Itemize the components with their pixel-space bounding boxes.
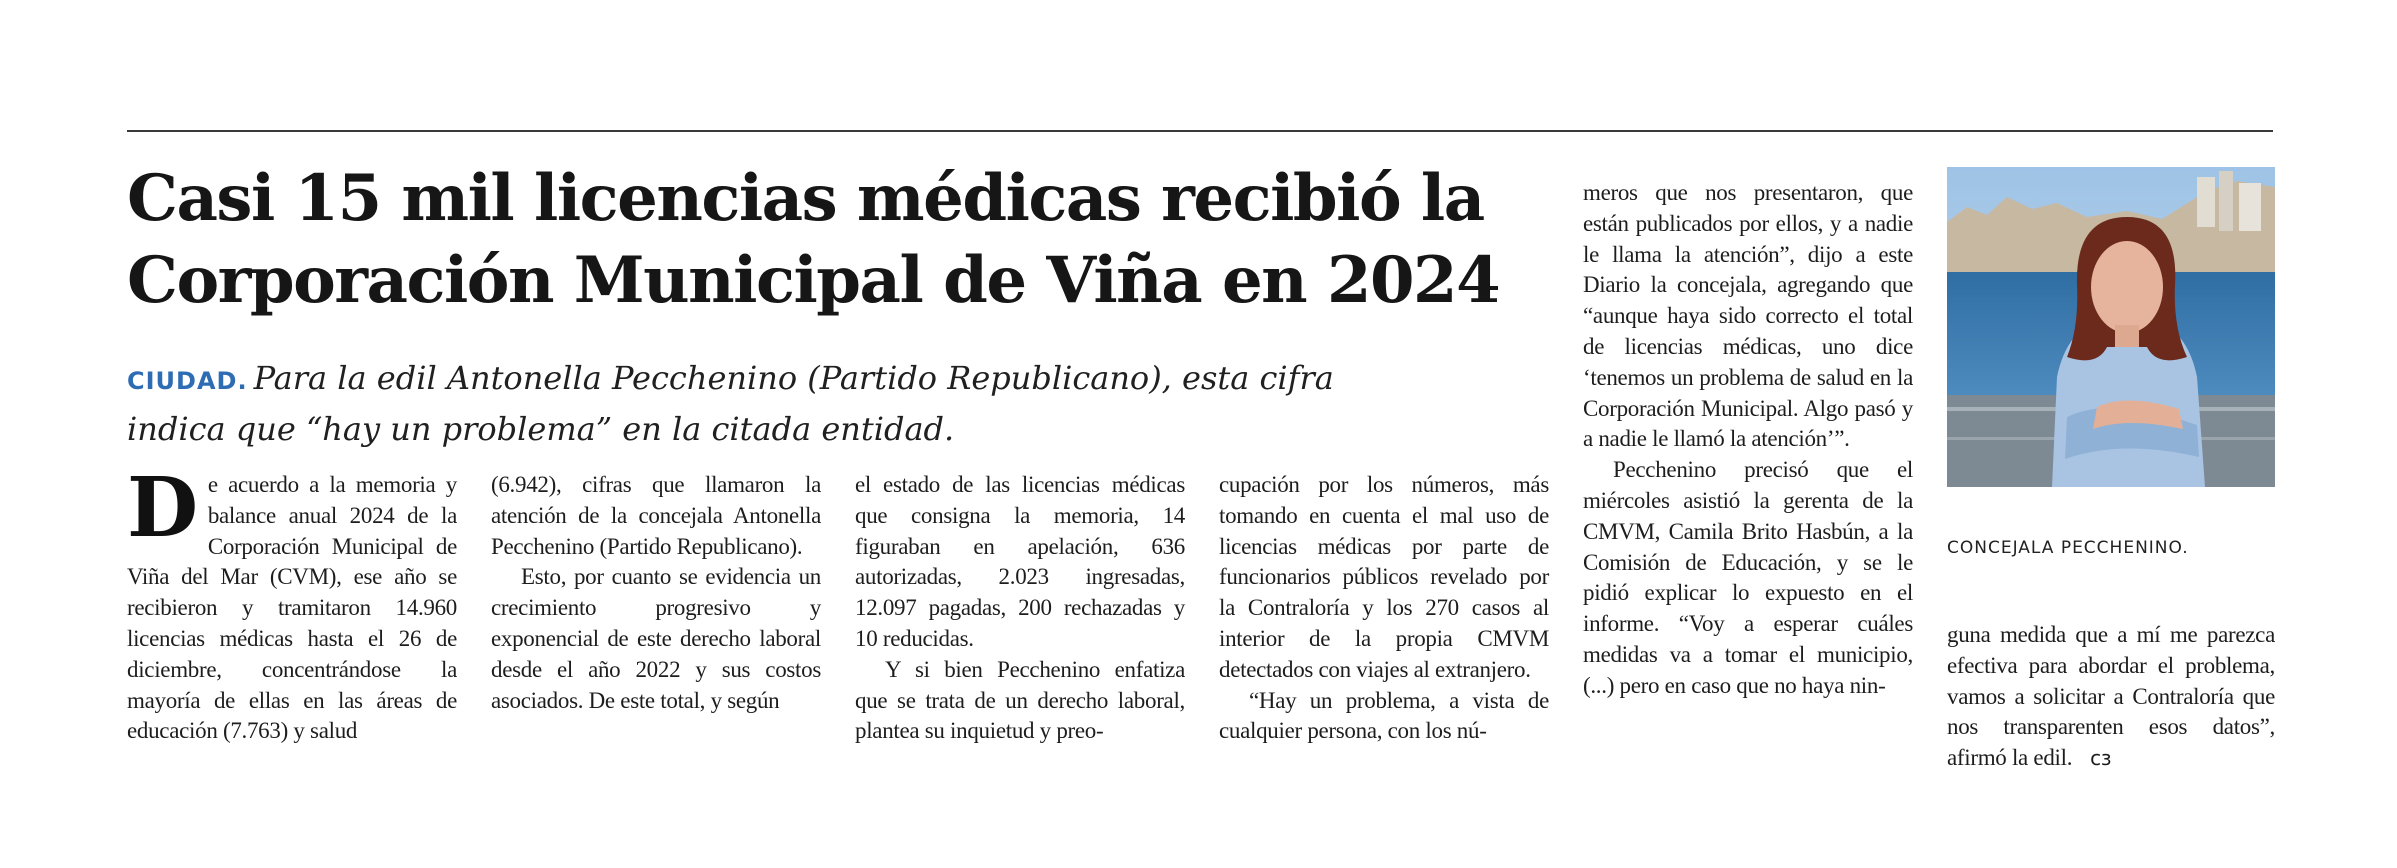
drop-cap: D xyxy=(127,460,198,556)
article-column-6 xyxy=(1947,620,2275,774)
deck-subtitle xyxy=(127,354,1547,453)
photo-caption: CONCEJALA PECCHENINO. xyxy=(1947,538,2189,558)
end-mark-icon: ᴄɜ xyxy=(2090,746,2112,771)
column-6-text: guna medida que a mí me parezca efectiva para abordar el problema, vamos a solicitar a Contraloría que nos transparenten esos datos”, afirmó la edil. xyxy=(1947,622,2275,771)
deck-line-1: Para la edil Antonella Pecchenino (Partido Republicano), esta cifra xyxy=(253,359,1334,397)
headline-line-1: Casi 15 mil licencias médicas recibió la xyxy=(127,161,1484,236)
column-4-paragraph-2: “Hay un problema, a vista de cualquier persona, con los nú- xyxy=(1219,687,1549,744)
column-1-text: e acuerdo a la memoria y balance anual 2024 de la Corporación Municipal de Viña del Mar (CVM), ese año se recibieron y tramitaron 14.960 licencias médicas hasta el 26 de diciembre, concentrándose la mayoría de ellas en las áreas de educación (7.763) y salud xyxy=(127,472,457,744)
column-5-paragraph-1: meros que nos presentaron, que están publicados por ellos, y a nadie le llama la atención”, dijo a este Diario la concejala, agregando que “aunque haya sido correcto el total de licencias médicas, uno dice ‘tenemos un problema de salud en la Corporación Municipal. Algo pasó y a nadie le llamó la atención’”. xyxy=(1583,180,1913,452)
section-tag: CIUDAD. xyxy=(127,367,248,395)
column-4-paragraph-1: cupación por los números, más tomando en cuenta el mal uso de licencias médicas por parte de funcionarios públicos revelado por la Contraloría y los 270 casos al interior de la propia CMVM detectados con viajes al extranjero. xyxy=(1219,472,1549,682)
column-2-paragraph-1: (6.942), cifras que llamaron la atención de la concejala Antonella Pecchenino (Partido Republicano). xyxy=(491,472,821,559)
deck-line-2: indica que “hay un problema” en la citada entidad. xyxy=(127,410,955,448)
top-rule xyxy=(127,130,2273,132)
article-column-3 xyxy=(855,470,1185,747)
column-1-paragraph xyxy=(127,460,457,747)
article-column-1 xyxy=(127,460,457,747)
photo-illustration xyxy=(1947,167,2275,487)
column-3-paragraph-1: el estado de las licencias médicas que consigna la memoria, 14 figuraban en apelación, 636 autorizadas, 2.023 ingresadas, 12.097 pagadas, 200 rechazadas y 10 reducidas. xyxy=(855,472,1185,651)
column-5-paragraph-2: Pecchenino precisó que el miércoles asistió la gerenta de la CMVM, Camila Brito Hasbún, a la Comisión de Educación, y se le pidió explicar lo expuesto en el informe. “Voy a esperar cuáles medidas va a tomar el municipio, (...) pero en caso que no haya nin- xyxy=(1583,457,1913,698)
headline-line-2: Corporación Municipal de Viña en 2024 xyxy=(127,243,1500,318)
column-3-paragraph-2: Y si bien Pecchenino enfatiza que se trata de un derecho laboral, plantea su inquietud y preo- xyxy=(855,656,1185,744)
headline xyxy=(127,158,1567,322)
article-column-2 xyxy=(491,470,821,716)
portrait-photo xyxy=(1947,167,2275,487)
column-2-paragraph-2: Esto, por cuanto se evidencia un crecimiento progresivo y exponencial de este derecho laboral desde el año 2022 y sus costos asociados. De este total, y según xyxy=(491,564,821,713)
article-column-4 xyxy=(1219,470,1549,747)
article-column-5 xyxy=(1583,178,1913,702)
